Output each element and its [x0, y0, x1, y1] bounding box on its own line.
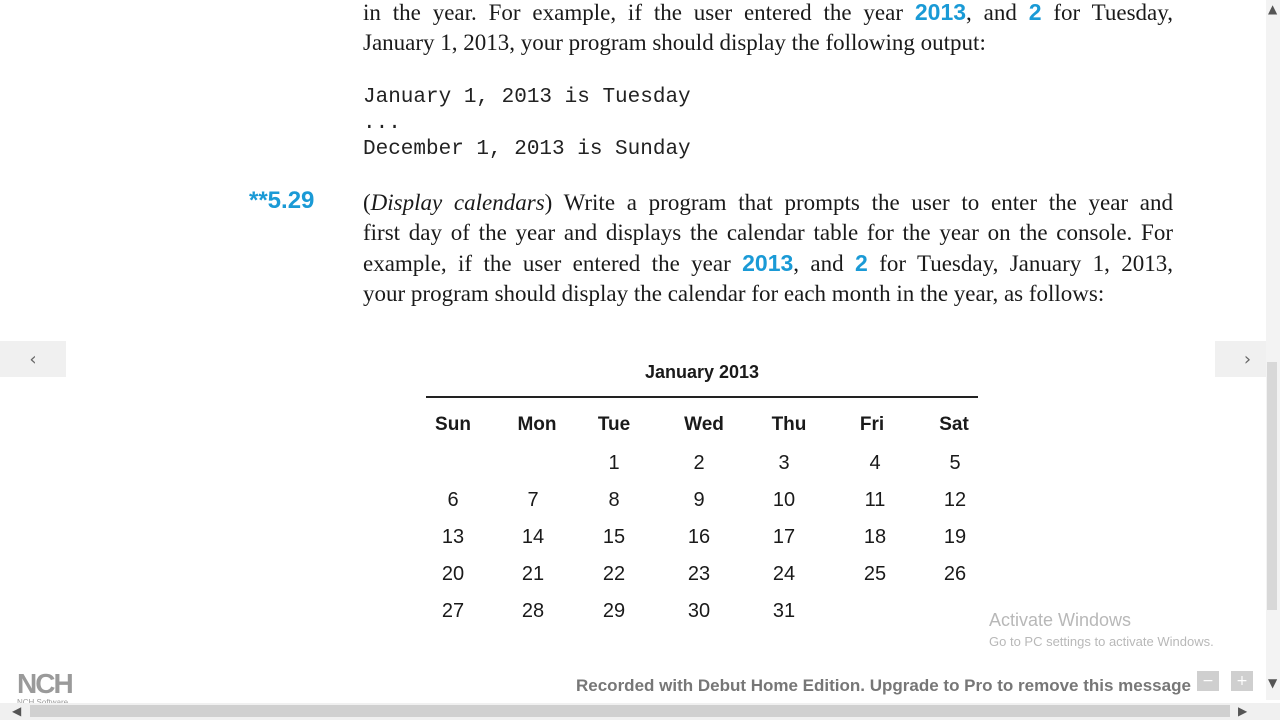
calendar-day: 2 — [693, 452, 705, 474]
paragraph-line: your program should display the calendar for each month in the year, as follows: — [363, 281, 1105, 306]
calendar-rule — [426, 396, 978, 398]
scroll-right-icon[interactable]: ▶ — [1238, 704, 1248, 718]
calendar-day: 22 — [602, 563, 626, 585]
calendar-day: 28 — [521, 600, 545, 622]
calendar-day: 16 — [687, 526, 711, 548]
activate-subtitle: Go to PC settings to activate Windows. — [989, 634, 1214, 649]
highlight-year: 2013 — [914, 0, 967, 25]
exercise-title: Display calendars — [370, 190, 545, 215]
weekday-header: Fri — [859, 414, 885, 435]
previous-page-button[interactable] — [0, 341, 66, 377]
scroll-down-icon[interactable]: ▼ — [1268, 676, 1278, 690]
calendar-day: 21 — [521, 563, 545, 585]
text-run: example, if the user entered the year — [363, 251, 743, 276]
calendar-day: 4 — [869, 452, 881, 474]
code-line: January 1, 2013 is Tuesday — [363, 86, 691, 109]
calendar-day: 25 — [863, 563, 887, 585]
calendar-day: 6 — [447, 489, 459, 511]
scroll-up-icon[interactable]: ▲ — [1268, 2, 1278, 16]
calendar-day: 15 — [602, 526, 626, 548]
calendar-day: 11 — [864, 489, 886, 511]
paragraph-intro — [363, 0, 1173, 58]
calendar-day: 30 — [687, 600, 711, 622]
nch-logo-mark: NCH — [17, 668, 72, 699]
weekday-header: Tue — [597, 414, 631, 435]
minimize-icon[interactable]: − — [1197, 671, 1219, 691]
weekday-header: Wed — [684, 414, 724, 435]
text-run: in the year. For example, if the user entered the year — [363, 0, 915, 25]
calendar-day: 29 — [602, 600, 626, 622]
calendar-day: 1 — [608, 452, 620, 474]
expand-icon[interactable]: + — [1231, 671, 1253, 691]
calendar-day: 17 — [772, 526, 796, 548]
paragraph-line: January 1, 2013, your program should display the following output: — [363, 30, 986, 55]
paragraph-line — [363, 248, 1173, 279]
calendar-title: January 2013 — [644, 362, 760, 382]
calendar-day: 10 — [772, 489, 796, 511]
code-line: December 1, 2013 is Sunday — [363, 138, 691, 161]
weekday-header: Sun — [435, 414, 471, 435]
text-run: , and — [793, 251, 856, 276]
activate-title: Activate Windows — [989, 610, 1132, 630]
calendar-day: 12 — [943, 489, 967, 511]
weekday-header: Sat — [939, 414, 969, 435]
calendar-day: 13 — [441, 526, 465, 548]
calendar-day: 5 — [949, 452, 961, 474]
highlight-day: 2 — [855, 250, 868, 276]
paragraph-line: (Display calendars) Write a program that prompts the user to enter the year and — [363, 190, 1173, 215]
paragraph-line — [363, 0, 1173, 28]
chevron-right-icon: › — [1243, 348, 1252, 370]
calendar-day: 23 — [687, 563, 711, 585]
paragraph-exercise — [363, 188, 1173, 309]
calendar-day: 14 — [521, 526, 545, 548]
text-run: for Tuesday, — [1041, 0, 1173, 25]
chevron-left-icon: ‹ — [29, 348, 37, 370]
paragraph-line: first day of the year and displays the calendar table for the year on the console. For — [363, 220, 1173, 245]
highlight-day: 2 — [1028, 0, 1042, 25]
calendar-day: 9 — [693, 489, 705, 511]
code-line: ... — [363, 112, 401, 135]
calendar-day: 20 — [441, 563, 465, 585]
scroll-left-icon[interactable]: ◀ — [12, 704, 22, 718]
calendar-day: 8 — [608, 489, 620, 511]
weekday-header: Mon — [517, 414, 557, 435]
text-run: ) Write a program that prompts the user to enter the year and — [544, 190, 1173, 215]
recording-watermark: Recorded with Debut Home Edition. Upgrade to Pro to remove this message — [576, 676, 1191, 695]
highlight-year: 2013 — [742, 250, 794, 276]
code-output-sample — [363, 85, 691, 163]
activate-windows-watermark — [989, 610, 1214, 649]
calendar-day: 19 — [943, 526, 967, 548]
text-run: , and — [966, 0, 1029, 25]
exercise-number: **5.29 — [249, 187, 315, 214]
weekday-header: Thu — [771, 414, 807, 435]
calendar-day: 24 — [772, 563, 796, 585]
calendar-day: 27 — [441, 600, 465, 622]
text-run: for Tuesday, January 1, 2013, — [867, 251, 1173, 276]
calendar-day: 7 — [527, 489, 539, 511]
nch-logo — [17, 670, 72, 707]
calendar-day: 26 — [943, 563, 967, 585]
vertical-scroll-thumb[interactable] — [1267, 362, 1277, 610]
calendar-day: 18 — [863, 526, 887, 548]
calendar-day: 3 — [778, 452, 790, 474]
horizontal-scroll-thumb[interactable] — [30, 705, 1230, 717]
calendar-day: 31 — [772, 600, 796, 622]
